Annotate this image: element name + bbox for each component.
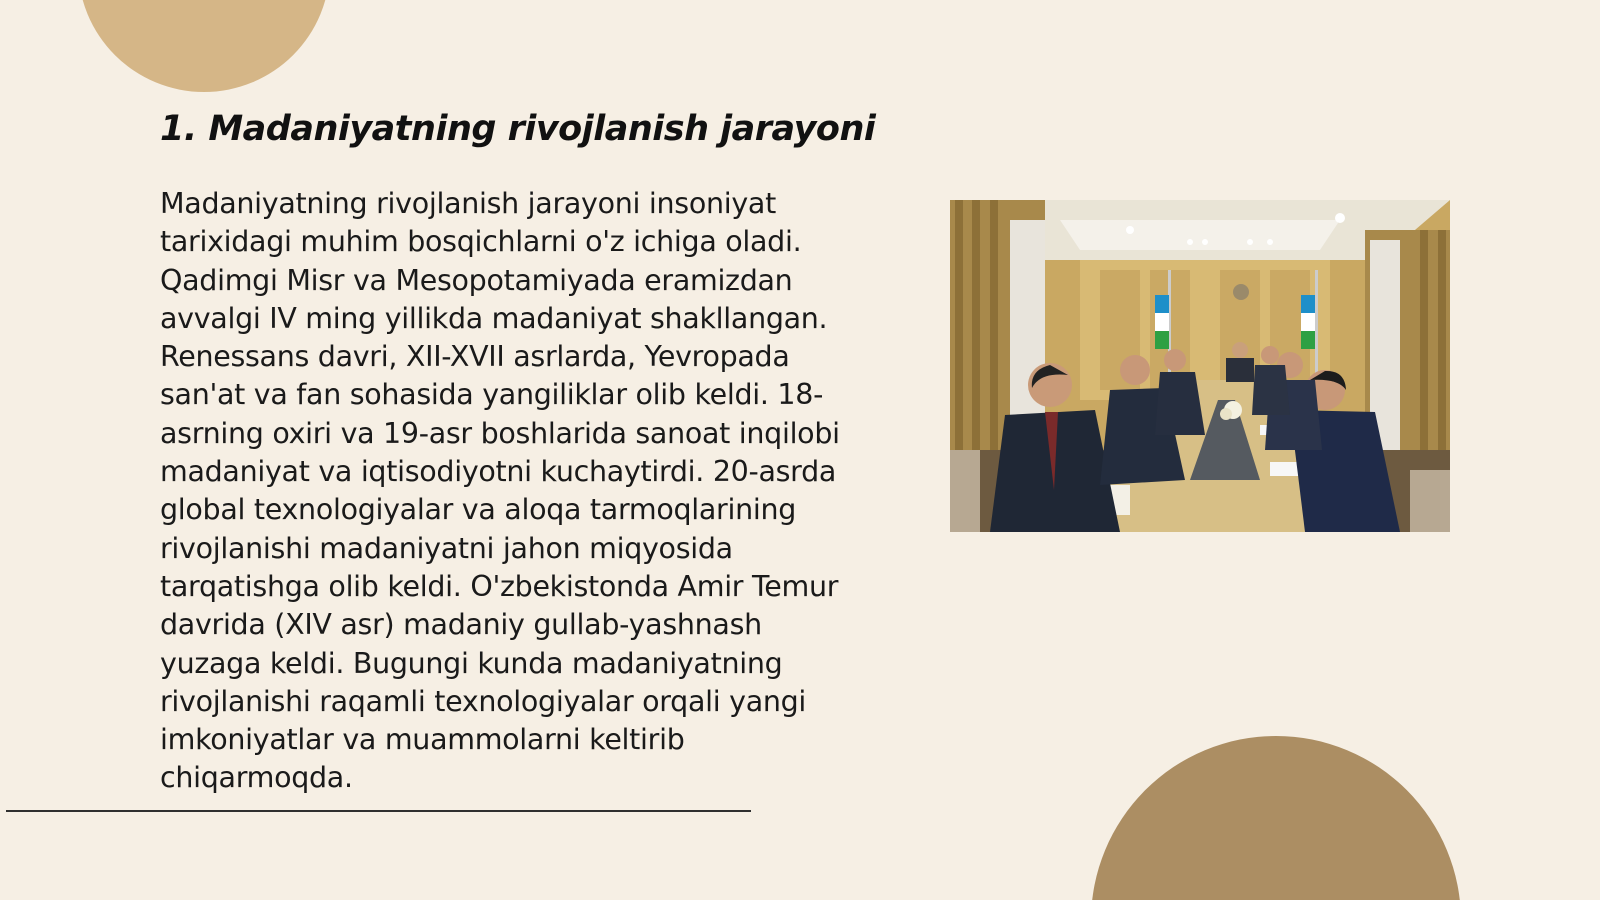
meeting-photo <box>950 200 1450 532</box>
decorative-circle-top <box>78 0 330 92</box>
decorative-circle-bottom <box>1091 736 1461 900</box>
slide-title: 1. Madaniyatning rivojlanish jarayoni <box>160 109 876 149</box>
slide-body-text: Madaniyatning rivojlanish jarayoni insoniyat tarixidagi muhim bosqichlarni o'z ichiga oladi. Qadimgi Misr va Mesopotamiyada eramizdan avvalgi IV ming yillikda madaniyat shakllangan. Renessans davri, XII-XVII asrlarda, Yevropada san'at va fan sohasida yangiliklar olib keldi. 18-asrning oxiri va 19-asr boshlarida sanoat inqilobi madaniyat va iqtisodiyotni kuchaytirdi. 20-asrda global texnologiyalar va aloqa tarmoqlarining rivojlanishi madaniyatni jahon miqyosida tarqatishga olib keldi. O'zbekistonda Amir Temur davrida (XIV asr) madaniy gullab-yashnash yuzaga keldi. Bugungi kunda madaniyatning rivojlanishi raqamli texnologiyalar orqali yangi imkoniyatlar va muammolarni keltirib chiqarmoqda. <box>160 187 840 795</box>
horizontal-rule <box>6 810 751 812</box>
